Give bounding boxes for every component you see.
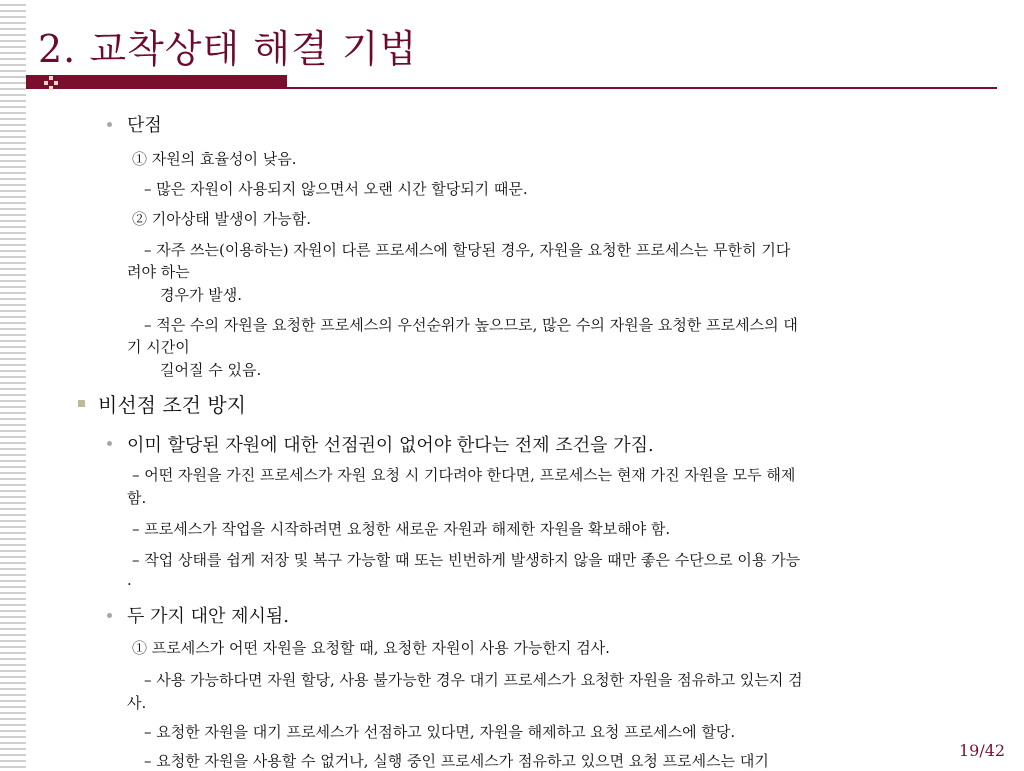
alternative-item-1-detail-2: – 요청한 자원을 대기 프로세스가 선점하고 있다면, 자원을 해제하고 요청 프로세스에 할당. [144,723,736,741]
bullet-dot-icon [107,441,112,446]
alternative-item-1-detail-1-wrap: 사. [127,694,147,712]
bullet-precondition: 이미 할당된 자원에 대한 선점권이 없어야 한다는 전제 조건을 가짐. [127,435,654,456]
title-underline [287,87,997,89]
precondition-detail-1: – 어떤 자원을 가진 프로세스가 자원 요청 시 기다려야 한다면, 프로세스는 현재 가진 자원을 모두 해제 [132,466,796,484]
alternative-item-1-detail-3: – 요청한 자원을 사용할 수 없거나, 실행 중인 프로세스가 점유하고 있으면 요청 프로세스는 대기 [144,752,769,770]
alternative-item-1-detail-1: – 사용 가능하다면 자원 할당, 사용 불가능한 경우 대기 프로세스가 요청한 자원을 점유하고 있는지 검 [144,671,803,689]
drawback-item-1: ① 자원의 효율성이 낮음. [132,150,297,168]
precondition-detail-1-wrap: 함. [127,489,147,507]
bullet-dot-icon [107,613,112,618]
drawback-item-2-detail-1-cont: 경우가 발생. [160,286,242,304]
drawback-item-2-detail-2: – 적은 수의 자원을 요청한 프로세스의 우선순위가 높으므로, 많은 수의 자원을 요청한 프로세스의 대 [144,316,798,334]
drawback-item-1-detail: – 많은 자원이 사용되지 않으면서 오랜 시간 할당되기 때문. [144,180,528,198]
section-heading-drawbacks: 단점 [127,115,162,136]
decorative-stripes [0,0,26,768]
square-bullet-icon [78,400,85,407]
page-number: 19/42 [959,741,1006,760]
bullet-alternatives: 두 가지 대안 제시됨. [127,606,289,627]
drawback-item-2-detail-2-wrap: 기 시간이 [127,338,190,356]
title-accent-bar [26,75,287,89]
drawback-item-2-detail-1: – 자주 쓰는(이용하는) 자원이 다른 프로세스에 할당된 경우, 자원을 요청한 프로세스는 무한히 기다 [144,241,791,259]
slide-title: 2. 교착상태 해결 기법 [38,27,418,71]
precondition-detail-3: – 작업 상태를 쉽게 저장 및 복구 가능할 때 또는 빈번하게 발생하지 않을 때만 좋은 수단으로 이용 가능 [132,551,801,569]
precondition-detail-3-wrap: . [127,571,132,589]
alternative-item-1: ① 프로세스가 어떤 자원을 요청할 때, 요청한 자원이 사용 가능한지 검사. [132,639,610,657]
drawback-item-2: ② 기아상태 발생이 가능함. [132,210,311,228]
drawback-item-2-detail-1-wrap: 려야 하는 [127,263,190,281]
section-heading-no-preemption: 비선점 조건 방지 [98,393,246,417]
drawback-item-2-detail-2-cont: 길어질 수 있음. [160,361,262,379]
bullet-dot-icon [107,122,112,127]
diamond-ornament-icon [44,76,58,90]
precondition-detail-2: – 프로세스가 작업을 시작하려면 요청한 새로운 자원과 해제한 자원을 확보해야 함. [132,520,671,538]
